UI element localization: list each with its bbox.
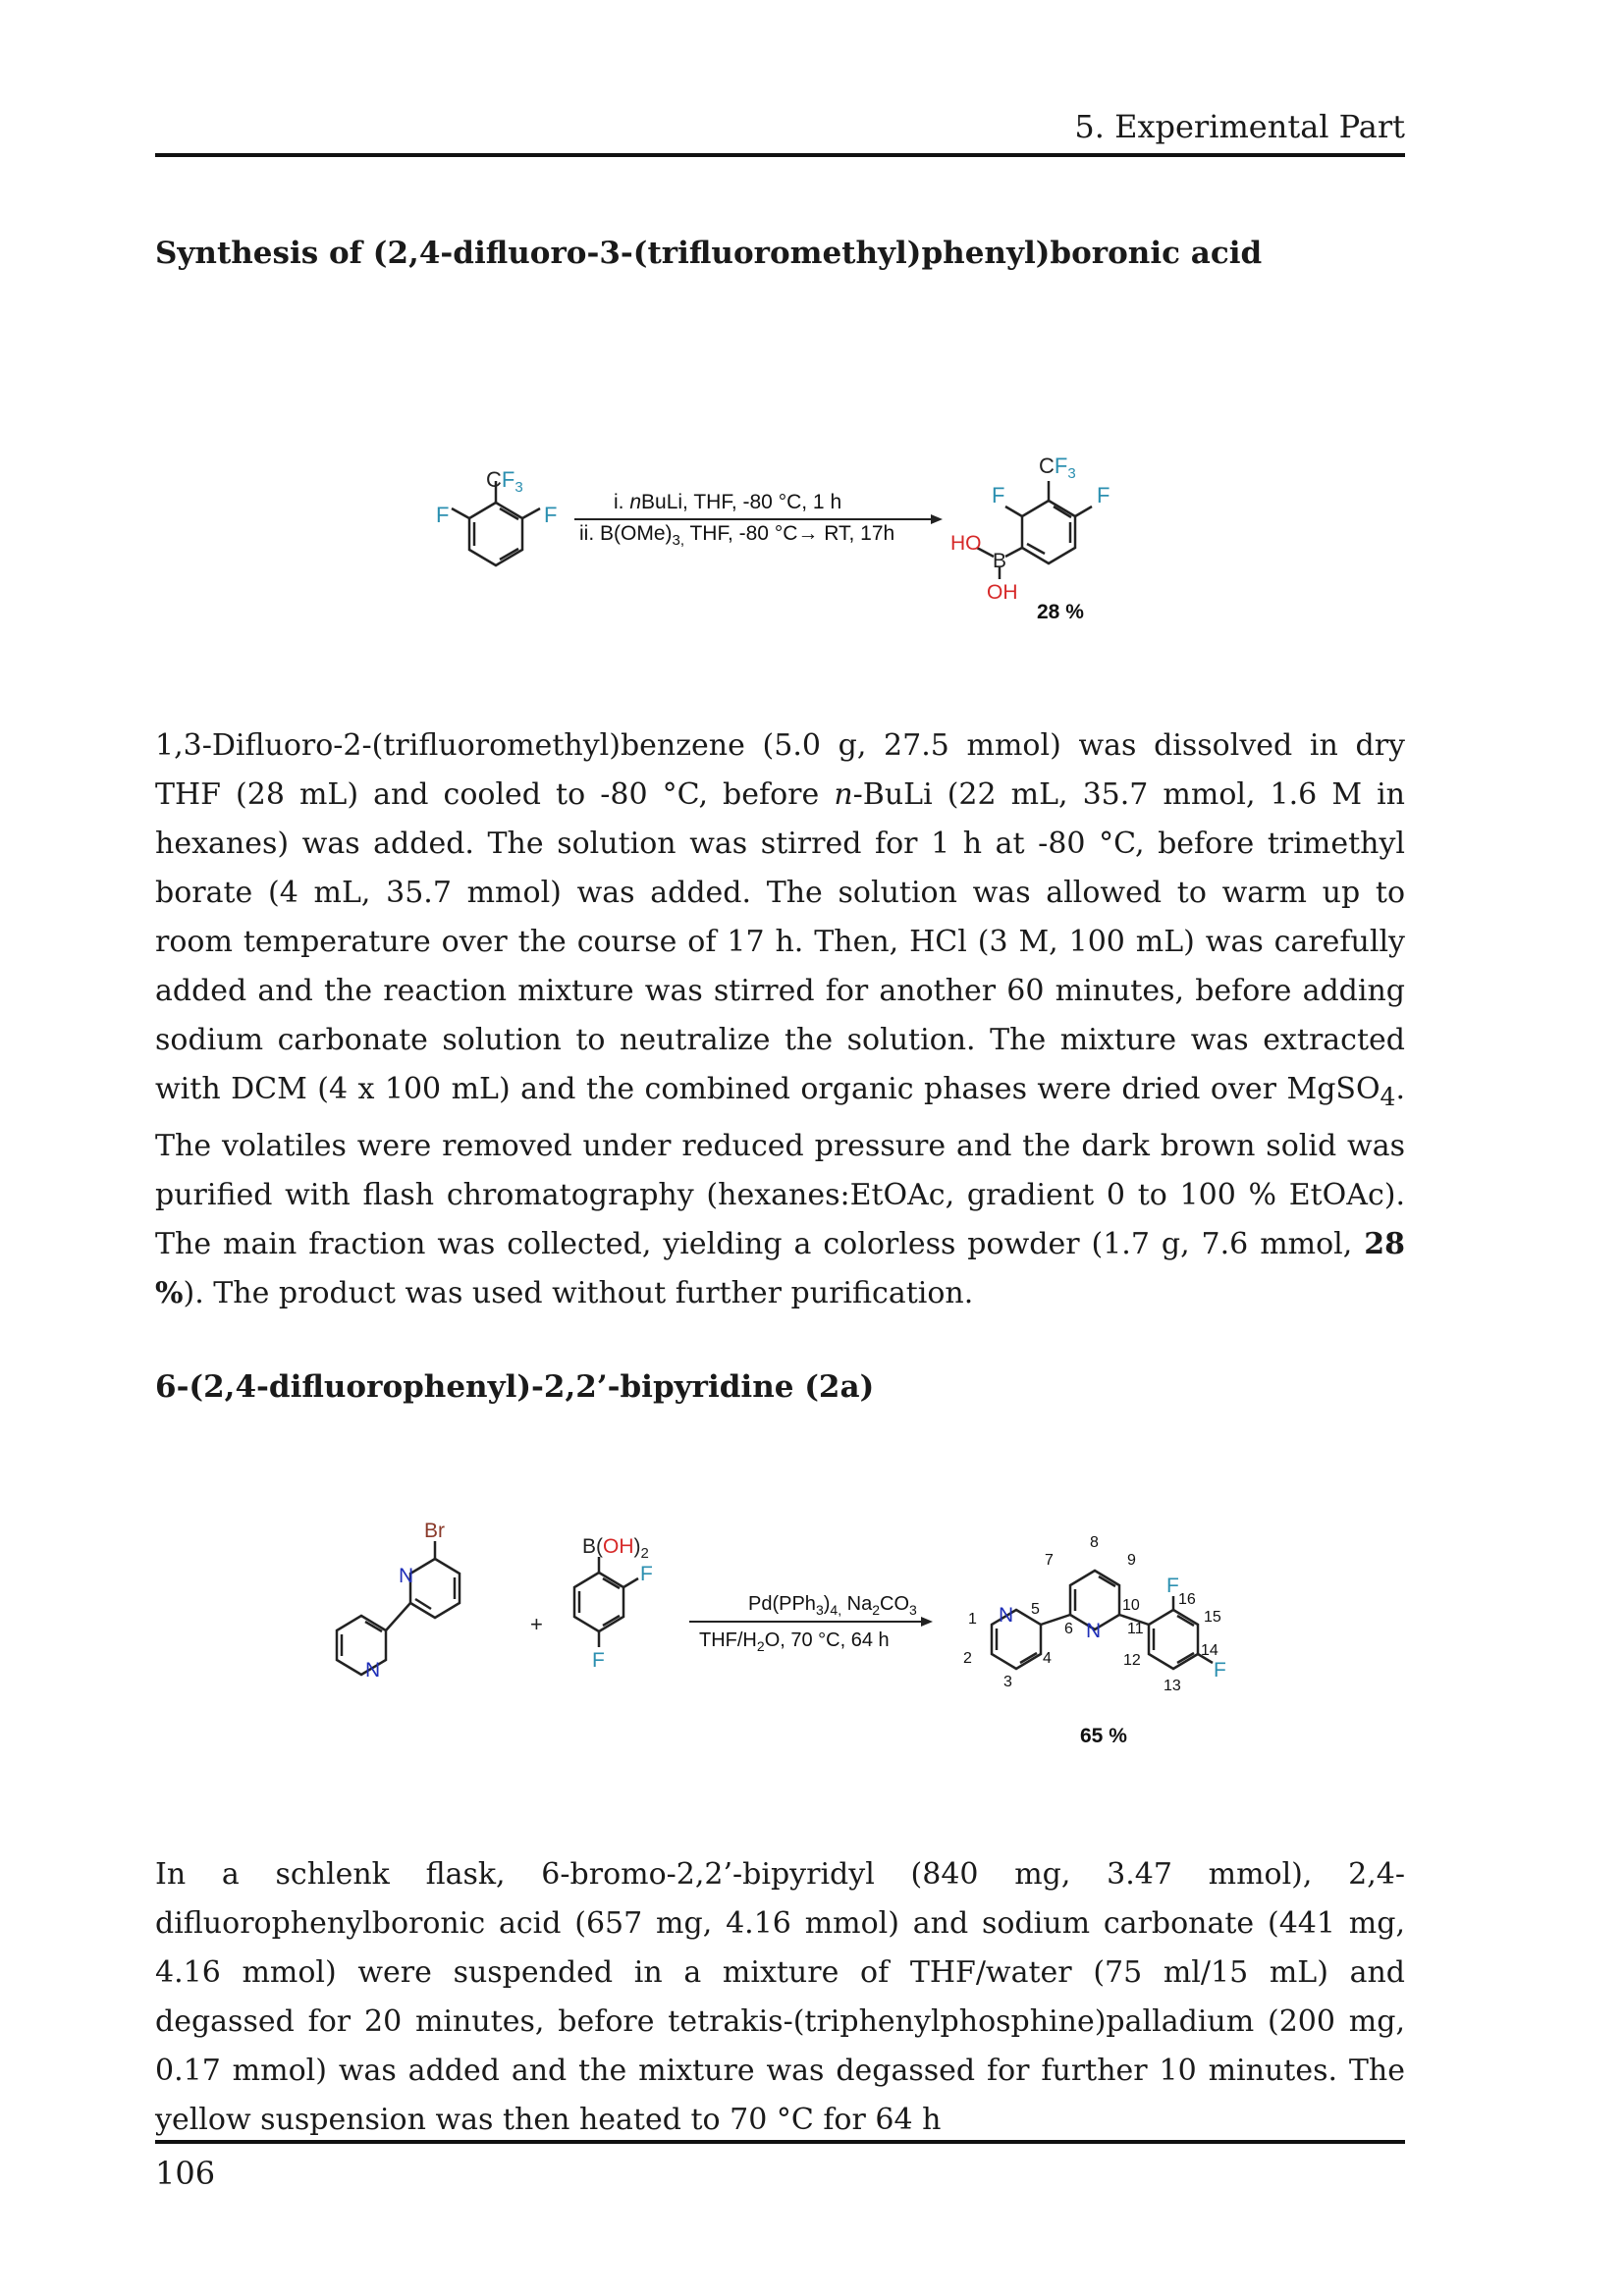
para1-yield-bold: 28 %: [155, 1227, 1405, 1310]
section-heading-boronic-acid: Synthesis of (2,4-difluoro-3-(trifluoromethyl)phenyl)boronic acid: [155, 236, 1263, 271]
atom-number-12: 12: [1123, 1652, 1141, 1669]
product-oh-label: OH: [987, 581, 1018, 604]
atom-number-11: 11: [1127, 1621, 1144, 1637]
atom-number-9: 9: [1127, 1552, 1136, 1569]
product-n2: N: [1086, 1620, 1102, 1642]
footer-rule: [155, 2140, 1405, 2144]
difluorophenylboronic-acid-structure: [574, 1557, 638, 1647]
scheme2-yield: 65 %: [1080, 1725, 1127, 1747]
scheme2-arrowhead: [921, 1617, 933, 1627]
reactant-benzene-ring: [452, 481, 540, 565]
bromobipyridine-structure: [337, 1541, 460, 1675]
scheme1-arrowhead: [931, 514, 943, 524]
atom-number-13: 13: [1164, 1678, 1181, 1694]
product-ho-label: HO: [950, 532, 982, 555]
reaction-scheme-1: [412, 442, 1159, 648]
section2-paragraph: In a schlenk flask, 6-bromo-2,2’-bipyridyl (840 mg, 3.47 mmol), 2,4-difluorophenylboronic acid (657 mg, 4.16 mmol) and sodium carbonate (441 mg, 4.16 mmol) were suspended in a mixture of THF/water (75 ml/15 mL) and degassed for 20 minutes, before tetrakis-(triphenylphosphine)palladium (200 mg, 0.17 mmol) was added and the mixture was degassed for further 10 minutes. The yellow suspension was then heated to 70 °C for 64 h: [155, 1857, 1405, 2137]
product-b-label: B: [993, 550, 1007, 572]
section1-paragraph: [155, 721, 1405, 1318]
scheme2-condition-2: THF/$H_2O$, 70 °C, 64 h: [699, 1629, 890, 1654]
atom-number-5: 5: [1031, 1601, 1040, 1618]
bromobipy-n1: N: [399, 1565, 414, 1587]
product-f14: F: [1214, 1659, 1226, 1682]
reaction-scheme-2: [295, 1512, 1296, 1757]
product-f16: F: [1166, 1575, 1179, 1597]
atom-number-14: 14: [1201, 1642, 1218, 1659]
para1-sub4: 4: [1380, 1083, 1396, 1111]
boronic-acid-label: $B(OH)_2$: [582, 1535, 649, 1562]
reactant-cf3-label: $CF_3$: [486, 467, 523, 496]
atom-number-6: 6: [1064, 1621, 1073, 1637]
para1-italic-n: n: [834, 777, 853, 812]
product-f-left: F: [992, 483, 1005, 507]
scheme1-condition-2: ii. $B(OMe)_{3,}$ THF, -80 °C→ RT, 17h: [579, 522, 895, 549]
atom-number-16: 16: [1178, 1591, 1196, 1608]
atom-number-10: 10: [1122, 1597, 1140, 1614]
para1-part3: . The volatiles were removed under reduced pressure and the dark brown solid was purified with flash chromatography (hexanes:EtOAc, gradient 0 to 100 % EtOAc). The main fraction was collected, yielding a colorless powder (1.7 g, 7.6 mmol,: [155, 1072, 1405, 1261]
atom-number-3: 3: [1003, 1674, 1012, 1690]
scheme2-condition-1: $Pd(PPh_3)_{4,}$ $Na_2CO_3$: [748, 1593, 917, 1618]
scheme1-yield: 28 %: [1037, 601, 1084, 623]
product-phenylbipyridine-structure: [992, 1571, 1213, 1669]
bromobipy-n2: N: [365, 1659, 381, 1682]
para1-part2: -BuLi (22 mL, 35.7 mmol, 1.6 M in hexanes) was added. The solution was stirred for 1 h at -80 °C, before trimethyl borate (4 mL, 35.7 mmol) was added. The solution was allowed to warm up to room temperature over the course of 17 h. Then, HCl (3 M, 100 mL) was carefully added and the reaction mixture was stirred for another 60 minutes, before adding sodium carbonate solution to neutralize the solution. The mixture was extracted with DCM (4 x 100 mL) and the combined organic phases were dried over MgSO: [155, 777, 1405, 1106]
atom-number-8: 8: [1090, 1534, 1099, 1551]
scheme1-condition-1: i. nBuLi, THF, -80 °C, 1 h: [614, 491, 842, 513]
atom-number-2: 2: [963, 1650, 972, 1667]
atom-number-1: 1: [968, 1611, 977, 1628]
plus-sign: +: [530, 1612, 543, 1636]
atom-number-4: 4: [1043, 1650, 1052, 1667]
para1-part1: 1,3-Difluoro-2-(trifluoromethyl)benzene (5.0 g, 27.5 mmol) was dissolved in dry THF (28 mL) and cooled to -80 °C, before: [155, 728, 1405, 812]
reactant-f-right: F: [544, 503, 558, 527]
br-label: Br: [424, 1520, 445, 1542]
section-heading-bipyridine: 6-(2,4-difluorophenyl)-2,2’-bipyridine (2a): [155, 1369, 875, 1405]
product-f-right: F: [1097, 483, 1110, 507]
product-n1: N: [999, 1604, 1014, 1627]
reactant-f-left: F: [436, 503, 450, 527]
atom-number-15: 15: [1204, 1609, 1221, 1626]
boronic-f-ortho: F: [640, 1563, 653, 1585]
boronic-f-para: F: [592, 1649, 605, 1672]
running-header: 5. Experimental Part: [1074, 108, 1405, 145]
header-rule: [155, 153, 1405, 157]
page-number: 106: [155, 2155, 216, 2192]
product-cf3-label: $CF_3$: [1039, 454, 1076, 482]
atom-number-7: 7: [1045, 1552, 1054, 1569]
para1-part4: ). The product was used without further purification.: [183, 1276, 974, 1310]
